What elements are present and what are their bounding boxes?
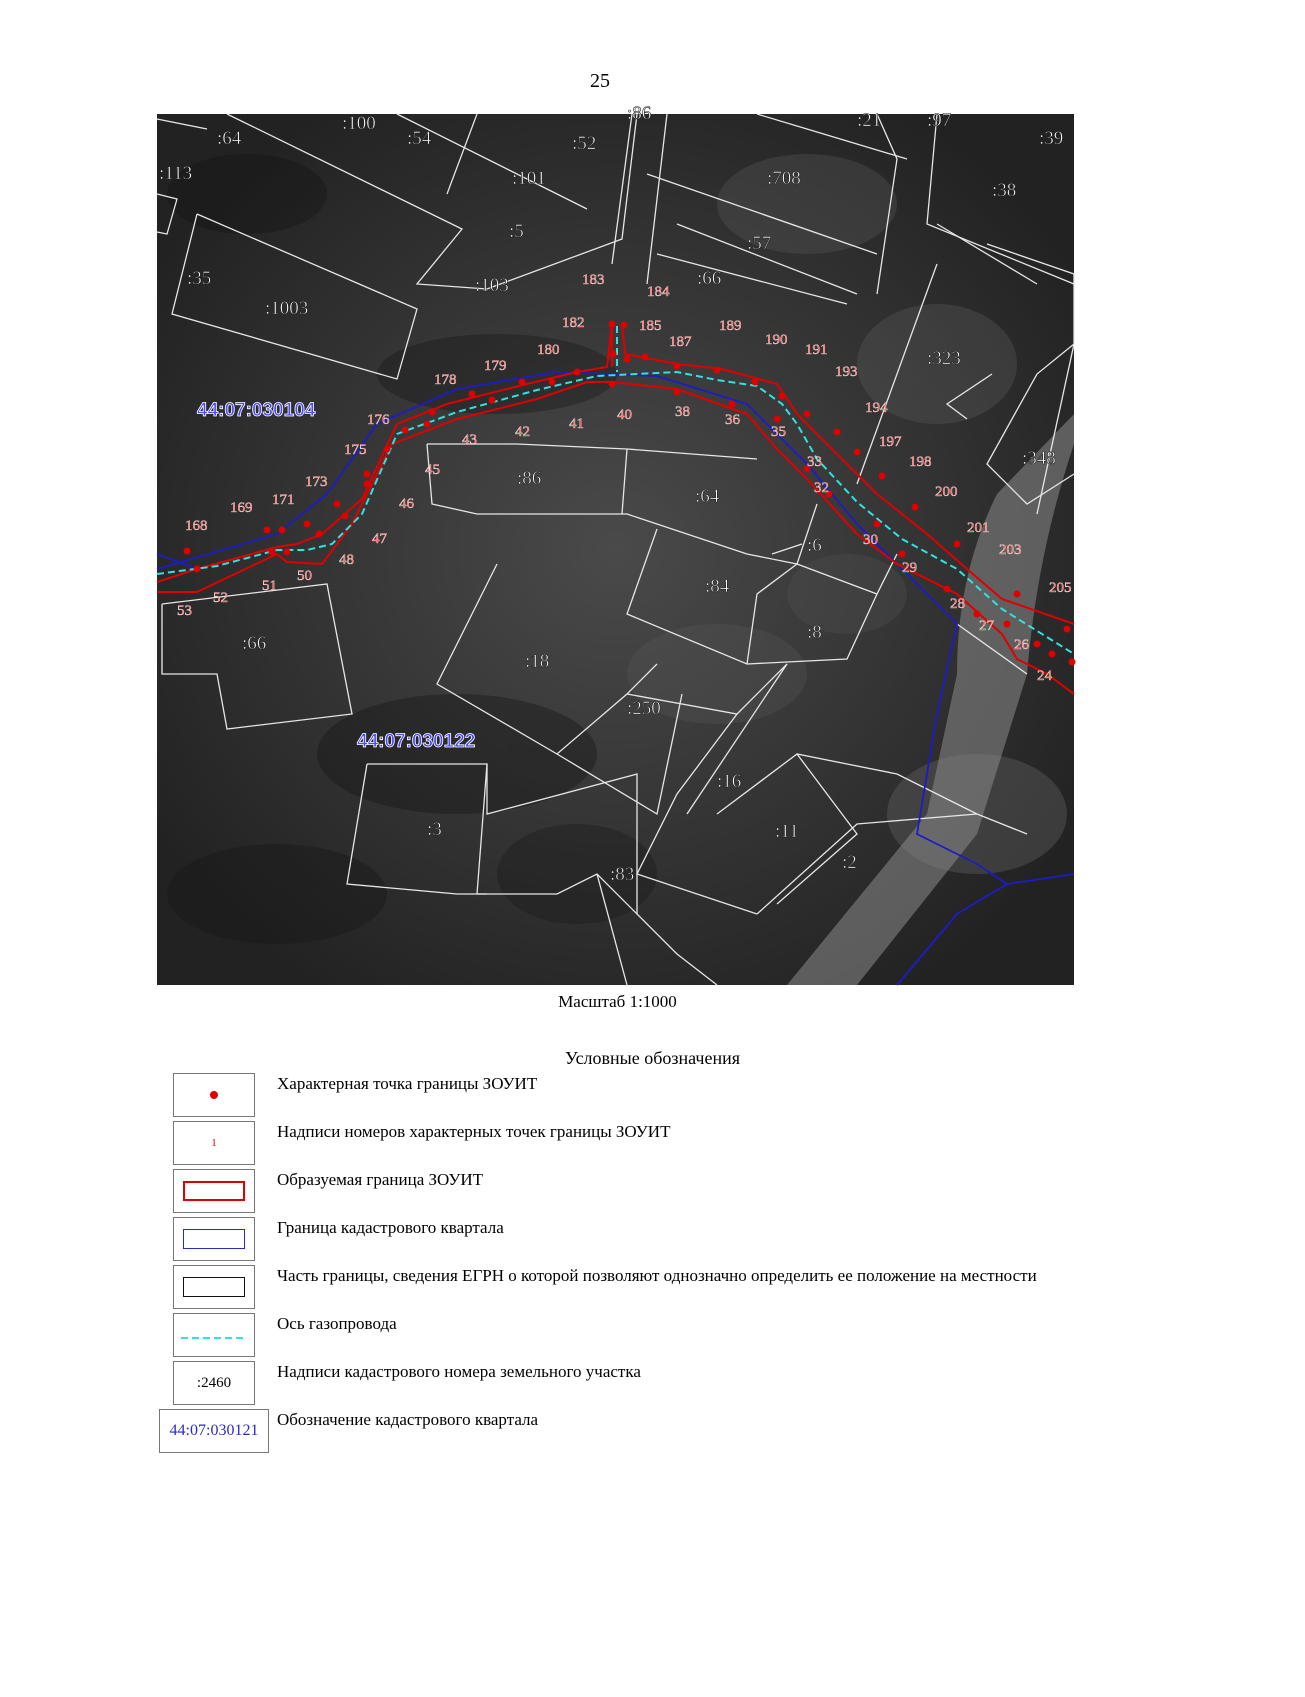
point-label: 201 <box>967 520 990 536</box>
point-label: 24 <box>1037 668 1052 684</box>
point-label: 197 <box>879 434 902 450</box>
scale-caption: Масштаб 1:1000 <box>558 992 677 1011</box>
point-label: 52 <box>213 590 228 606</box>
parcel-label: :250 <box>627 698 661 719</box>
point-label: 33 <box>807 454 822 470</box>
legend-text: Надписи кадастрового номера земельного участка <box>277 1362 641 1381</box>
parcel-label: :38 <box>992 180 1017 201</box>
parcel-label: :8 <box>807 622 822 643</box>
point-label: 193 <box>835 364 858 380</box>
parcel-label: :16 <box>717 771 742 792</box>
point-label: 191 <box>805 342 828 358</box>
point-label: 47 <box>372 531 387 547</box>
parcel-label: :5 <box>509 221 524 242</box>
point-label: 32 <box>814 480 829 496</box>
parcel-label: :66 <box>697 268 722 289</box>
quarter-label: 44:07:030122 <box>357 731 476 752</box>
legend-text: Ось газопровода <box>277 1314 397 1333</box>
legend-text: Образуемая граница ЗОУИТ <box>277 1170 484 1189</box>
point-label: 43 <box>462 432 477 448</box>
point-number-sample-text: 1 <box>211 1137 217 1149</box>
point-label: 26 <box>1014 637 1029 653</box>
cadastral-number-sample <box>173 1361 255 1405</box>
page-number: 25 <box>590 70 610 92</box>
point-label: 38 <box>675 404 690 420</box>
legend-text: Характерная точка границы ЗОУИТ <box>277 1074 538 1093</box>
point-label: 28 <box>950 596 965 612</box>
parcel-label: :84 <box>705 576 730 597</box>
point-label: 171 <box>272 492 295 508</box>
legend-text: Граница кадастрового квартала <box>277 1218 504 1237</box>
parcel-label: :86 <box>517 468 542 489</box>
point-label: 29 <box>902 560 917 576</box>
cadastral-number-sample-text: :2460 <box>196 1374 232 1391</box>
parcel-label: :323 <box>927 348 961 369</box>
point-label: 45 <box>425 462 440 478</box>
point-label: 169 <box>230 500 253 516</box>
point-label: 36 <box>725 412 740 428</box>
point-icon <box>173 1073 255 1117</box>
point-label: 46 <box>399 496 414 512</box>
point-label: 42 <box>515 424 530 440</box>
point-label: 178 <box>434 372 457 388</box>
parcel-label: :2 <box>842 852 857 873</box>
blue-boundary-icon <box>173 1217 255 1261</box>
parcel-label: :101 <box>512 168 546 189</box>
parcel-label: :39 <box>1039 128 1064 149</box>
gas-axis-icon-line <box>181 1328 247 1342</box>
cadastral-map[interactable] <box>157 103 1074 985</box>
point-label: 30 <box>863 532 878 548</box>
point-label: 41 <box>569 416 584 432</box>
parcel-label: :100 <box>342 113 376 134</box>
point-label: 50 <box>297 568 312 584</box>
point-label: 198 <box>909 454 932 470</box>
point-label: 182 <box>562 315 585 331</box>
quarter-label: 44:07:030104 <box>197 400 316 421</box>
parcel-label: :52 <box>572 133 597 154</box>
parcel-label: :1003 <box>265 298 309 319</box>
parcel-label: :113 <box>159 163 193 184</box>
point-label: 35 <box>771 424 786 440</box>
map-canvas <box>157 103 1074 985</box>
parcel-label: :35 <box>187 268 212 289</box>
point-label: 194 <box>865 400 888 416</box>
point-label: 168 <box>185 518 208 534</box>
parcel-label: :83 <box>610 864 635 885</box>
quarter-label-sample <box>159 1409 269 1453</box>
point-label: 175 <box>344 442 367 458</box>
parcel-label: :708 <box>767 168 801 189</box>
point-label: 51 <box>262 578 277 594</box>
point-label: 184 <box>647 284 670 300</box>
point-label: 53 <box>177 603 192 619</box>
parcel-label: :86 <box>627 103 652 124</box>
red-boundary-icon <box>173 1169 255 1213</box>
point-number-sample <box>173 1121 255 1165</box>
point-label: 173 <box>305 474 328 490</box>
parcel-label: :3 <box>427 819 442 840</box>
parcel-label: :6 <box>807 535 822 556</box>
parcel-label: :18 <box>525 651 550 672</box>
parcel-label: :21 <box>857 110 882 131</box>
point-label: 189 <box>719 318 742 334</box>
point-label: 40 <box>617 407 632 423</box>
legend-text: Надписи номеров характерных точек границы ЗОУИТ <box>277 1122 671 1141</box>
parcel-label: :103 <box>475 275 509 296</box>
parcel-label: :348 <box>1022 448 1056 469</box>
legend-text: Обозначение кадастрового квартала <box>277 1410 539 1429</box>
quarter-label-sample-text: 44:07:030121 <box>169 1422 259 1439</box>
point-label: 200 <box>935 484 958 500</box>
point-label: 183 <box>582 272 605 288</box>
point-label: 180 <box>537 342 560 358</box>
legend-text: Часть границы, сведения ЕГРН о которой позволяют однозначно определить ее положение на местности <box>277 1266 1037 1285</box>
gas-axis-icon <box>173 1313 255 1357</box>
point-label: 185 <box>639 318 662 334</box>
parcel-label: :11 <box>775 821 799 842</box>
parcel-label: :97 <box>927 110 952 131</box>
parcel-label: :54 <box>407 128 432 149</box>
legend-title: Условные обозначения <box>564 1048 741 1068</box>
black-boundary-icon <box>173 1265 255 1309</box>
point-label: 48 <box>339 552 354 568</box>
parcel-label: :64 <box>217 128 242 149</box>
parcel-label: :57 <box>747 233 772 254</box>
point-label: 187 <box>669 334 692 350</box>
point-label: 203 <box>999 542 1022 558</box>
point-label: 27 <box>979 618 994 634</box>
point-label: 205 <box>1049 580 1072 596</box>
point-label: 179 <box>484 358 507 374</box>
point-label: 190 <box>765 332 788 348</box>
parcel-label: :66 <box>242 633 267 654</box>
point-label: 176 <box>367 412 390 428</box>
parcel-label: :64 <box>695 486 720 507</box>
